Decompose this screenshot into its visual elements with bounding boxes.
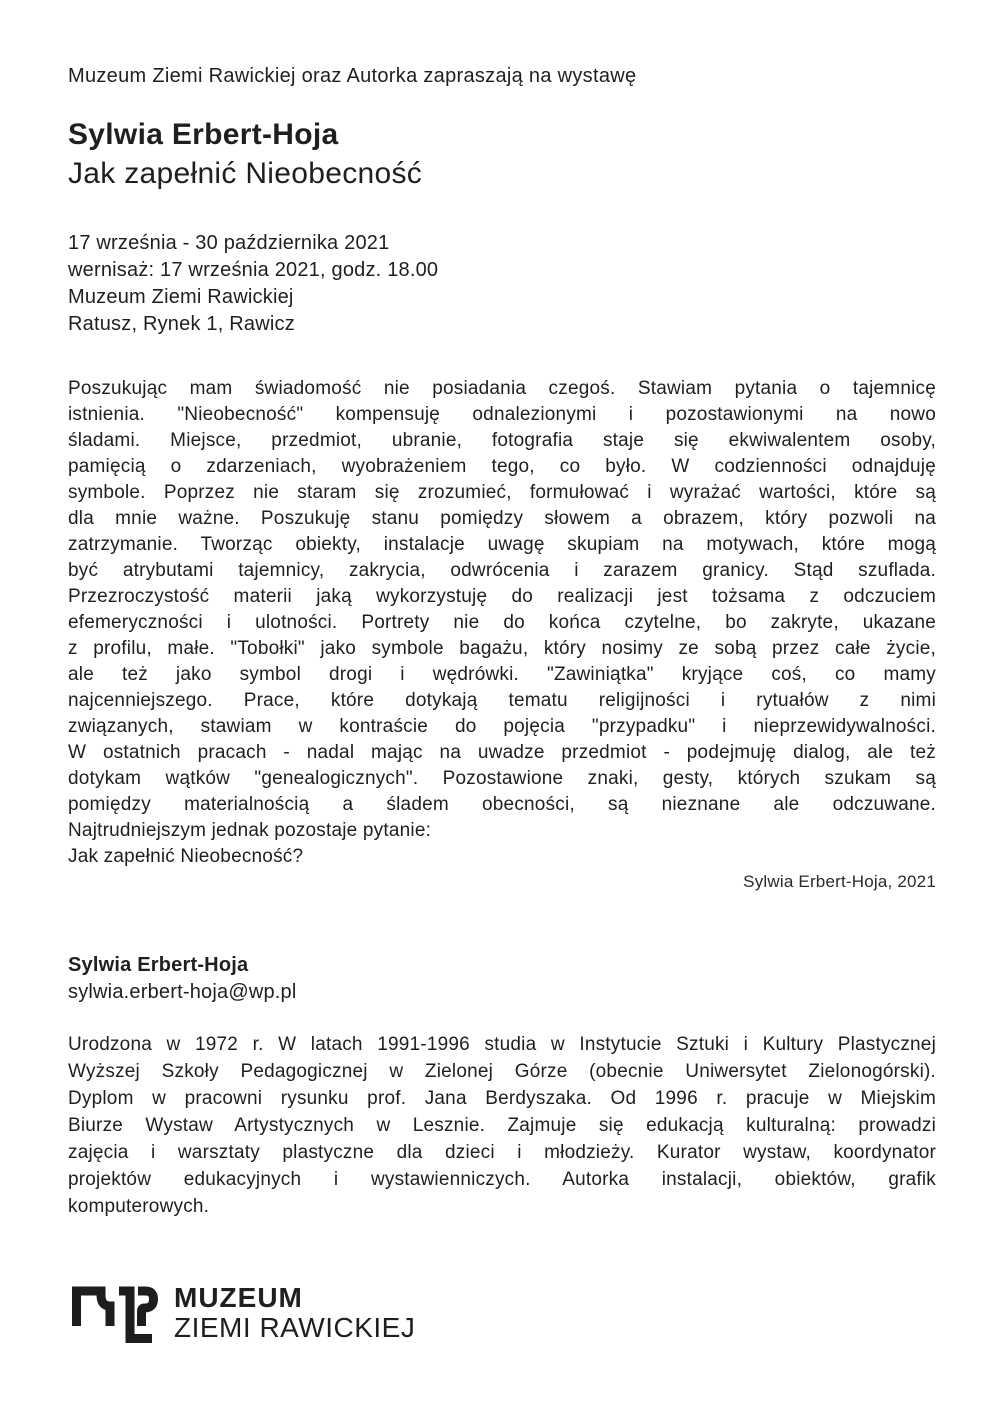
statement-line: najcenniejszego. Prace, które dotykają tematu religijności i rytuałów z nimi [68, 690, 936, 711]
bio-closing-line: komputerowych. [68, 1196, 210, 1217]
bio-email: sylwia.erbert-hoja@wp.pl [68, 981, 297, 1003]
title-block [68, 115, 936, 194]
museum-town-hall-logo-icon [68, 1282, 158, 1352]
artist-statement [68, 376, 936, 894]
bio-line: Biurze Wystaw Artystycznych w Lesznie. Zajmuje się edukacją kulturalną: prowadzi [68, 1115, 936, 1136]
statement-line: istnienia. "Nieobecność" kompensuję odnalezionymi i pozostawionymi na nowo [68, 404, 936, 425]
statement-closing-lines [68, 818, 936, 870]
museum-logo-line2: ZIEMI RAWICKIEJ [174, 1312, 416, 1343]
statement-line: symbole. Poprzez nie staram się zrozumieć, formułować i wyrażać wartości, które są [68, 482, 936, 503]
bio-line: Urodzona w 1972 r. W latach 1991-1996 studia w Instytucie Sztuki i Kultury Plastycznej [68, 1034, 936, 1055]
logo-arch-stroke [77, 1291, 111, 1326]
bio-artist-name: Sylwia Erbert-Hoja [68, 954, 249, 976]
exhibition-dates: 17 września - 30 października 2021 [68, 232, 390, 254]
statement-signature: Sylwia Erbert-Hoja, 2021 [743, 872, 936, 891]
statement-line: zatrzymanie. Tworząc obiekty, instalacje uwagę skupiam na motywach, które mogą [68, 534, 936, 555]
statement-closing-line: Najtrudniejszym jednak pozostaje pytanie: [68, 820, 432, 841]
venue-address: Ratusz, Rynek 1, Rawicz [68, 313, 295, 335]
statement-line: efemeryczności i ulotności. Portrety nie do końca czytelne, bo zakryte, ukazane [68, 612, 936, 633]
statement-line: Przezroczystość materii jaką wykorzystuję do realizacji jest tożsama z odczuciem [68, 586, 936, 607]
statement-line: dotykam wątków "genealogicznych". Pozostawione znaki, gesty, których szukam są [68, 768, 936, 789]
statement-line: dla mnie ważne. Poszukuję stanu pomiędzy słowem a obrazem, który pozwoli na [68, 508, 936, 529]
museum-logo [68, 1282, 936, 1352]
exhibition-title: Jak zapełnić Nieobecność [68, 157, 423, 190]
bio-justified-lines [68, 1031, 936, 1193]
statement-closing-line: Jak zapełnić Nieobecność? [68, 846, 304, 867]
statement-line: śladami. Miejsce, przedmiot, ubranie, fotografia staje się ekwiwalentem osoby, [68, 430, 936, 451]
statement-line: z profilu, małe. "Tobołki" jako symbole bagażu, który nosimy ze sobą przez całe życie, [68, 638, 936, 659]
bio-text [68, 1031, 936, 1220]
vernissage-info: wernisaż: 17 września 2021, godz. 18.00 [68, 259, 439, 281]
statement-line: związanych, stawiam w kontraście do pojęcia "przypadku" i nieprzewidywalności. [68, 716, 936, 737]
statement-line: ale też jako symbol drogi i wędrówki. "Zawiniątka" kryjące coś, co mamy [68, 664, 936, 685]
logo-hook-stroke [138, 1291, 154, 1326]
bio-line: Wyższej Szkoły Pedagogicznej w Zielonej Górze (obecnie Uniwersytet Zielonogórski). [68, 1061, 936, 1082]
statement-line: pamięcią o zdarzeniach, wyobrażeniem tego, co było. W codzienności odnajduję [68, 456, 936, 477]
artist-name-title: Sylwia Erbert-Hoja [68, 118, 339, 151]
statement-line: być atrybutami tajemnicy, zakrycia, odwrócenia i zarazem granicy. Stąd szuflada. [68, 560, 936, 581]
statement-line: W ostatnich pracach - nadal mając na uwadze przedmiot - podejmuję dialog, ale też [68, 742, 936, 763]
logo-tower-stroke [119, 1291, 152, 1339]
bio-header [68, 952, 936, 1006]
bio-line: Dyplom w pracowni rysunku prof. Jana Berdyszaka. Od 1996 r. pracuje w Miejskim [68, 1088, 936, 1109]
bio-line: zajęcia i warsztaty plastyczne dla dzieci i młodzieży. Kurator wystaw, koordynator [68, 1142, 936, 1163]
statement-justified-lines [68, 376, 936, 818]
bio-line: projektów edukacyjnych i wystawienniczych. Autorka instalacji, obiektów, grafik [68, 1169, 936, 1190]
museum-logo-text [174, 1283, 415, 1343]
exhibition-details [68, 230, 936, 338]
museum-logo-line1: MUZEUM [174, 1282, 303, 1313]
invitation-line: Muzeum Ziemi Rawickiej oraz Autorka zapraszają na wystawę [68, 65, 637, 87]
statement-line: Poszukując mam świadomość nie posiadania czegoś. Stawiam pytania o tajemnicę [68, 378, 936, 399]
venue-name: Muzeum Ziemi Rawickiej [68, 286, 294, 308]
statement-line: pomiędzy materialnością a śladem obecności, są nieznane ale odczuwane. [68, 794, 936, 815]
